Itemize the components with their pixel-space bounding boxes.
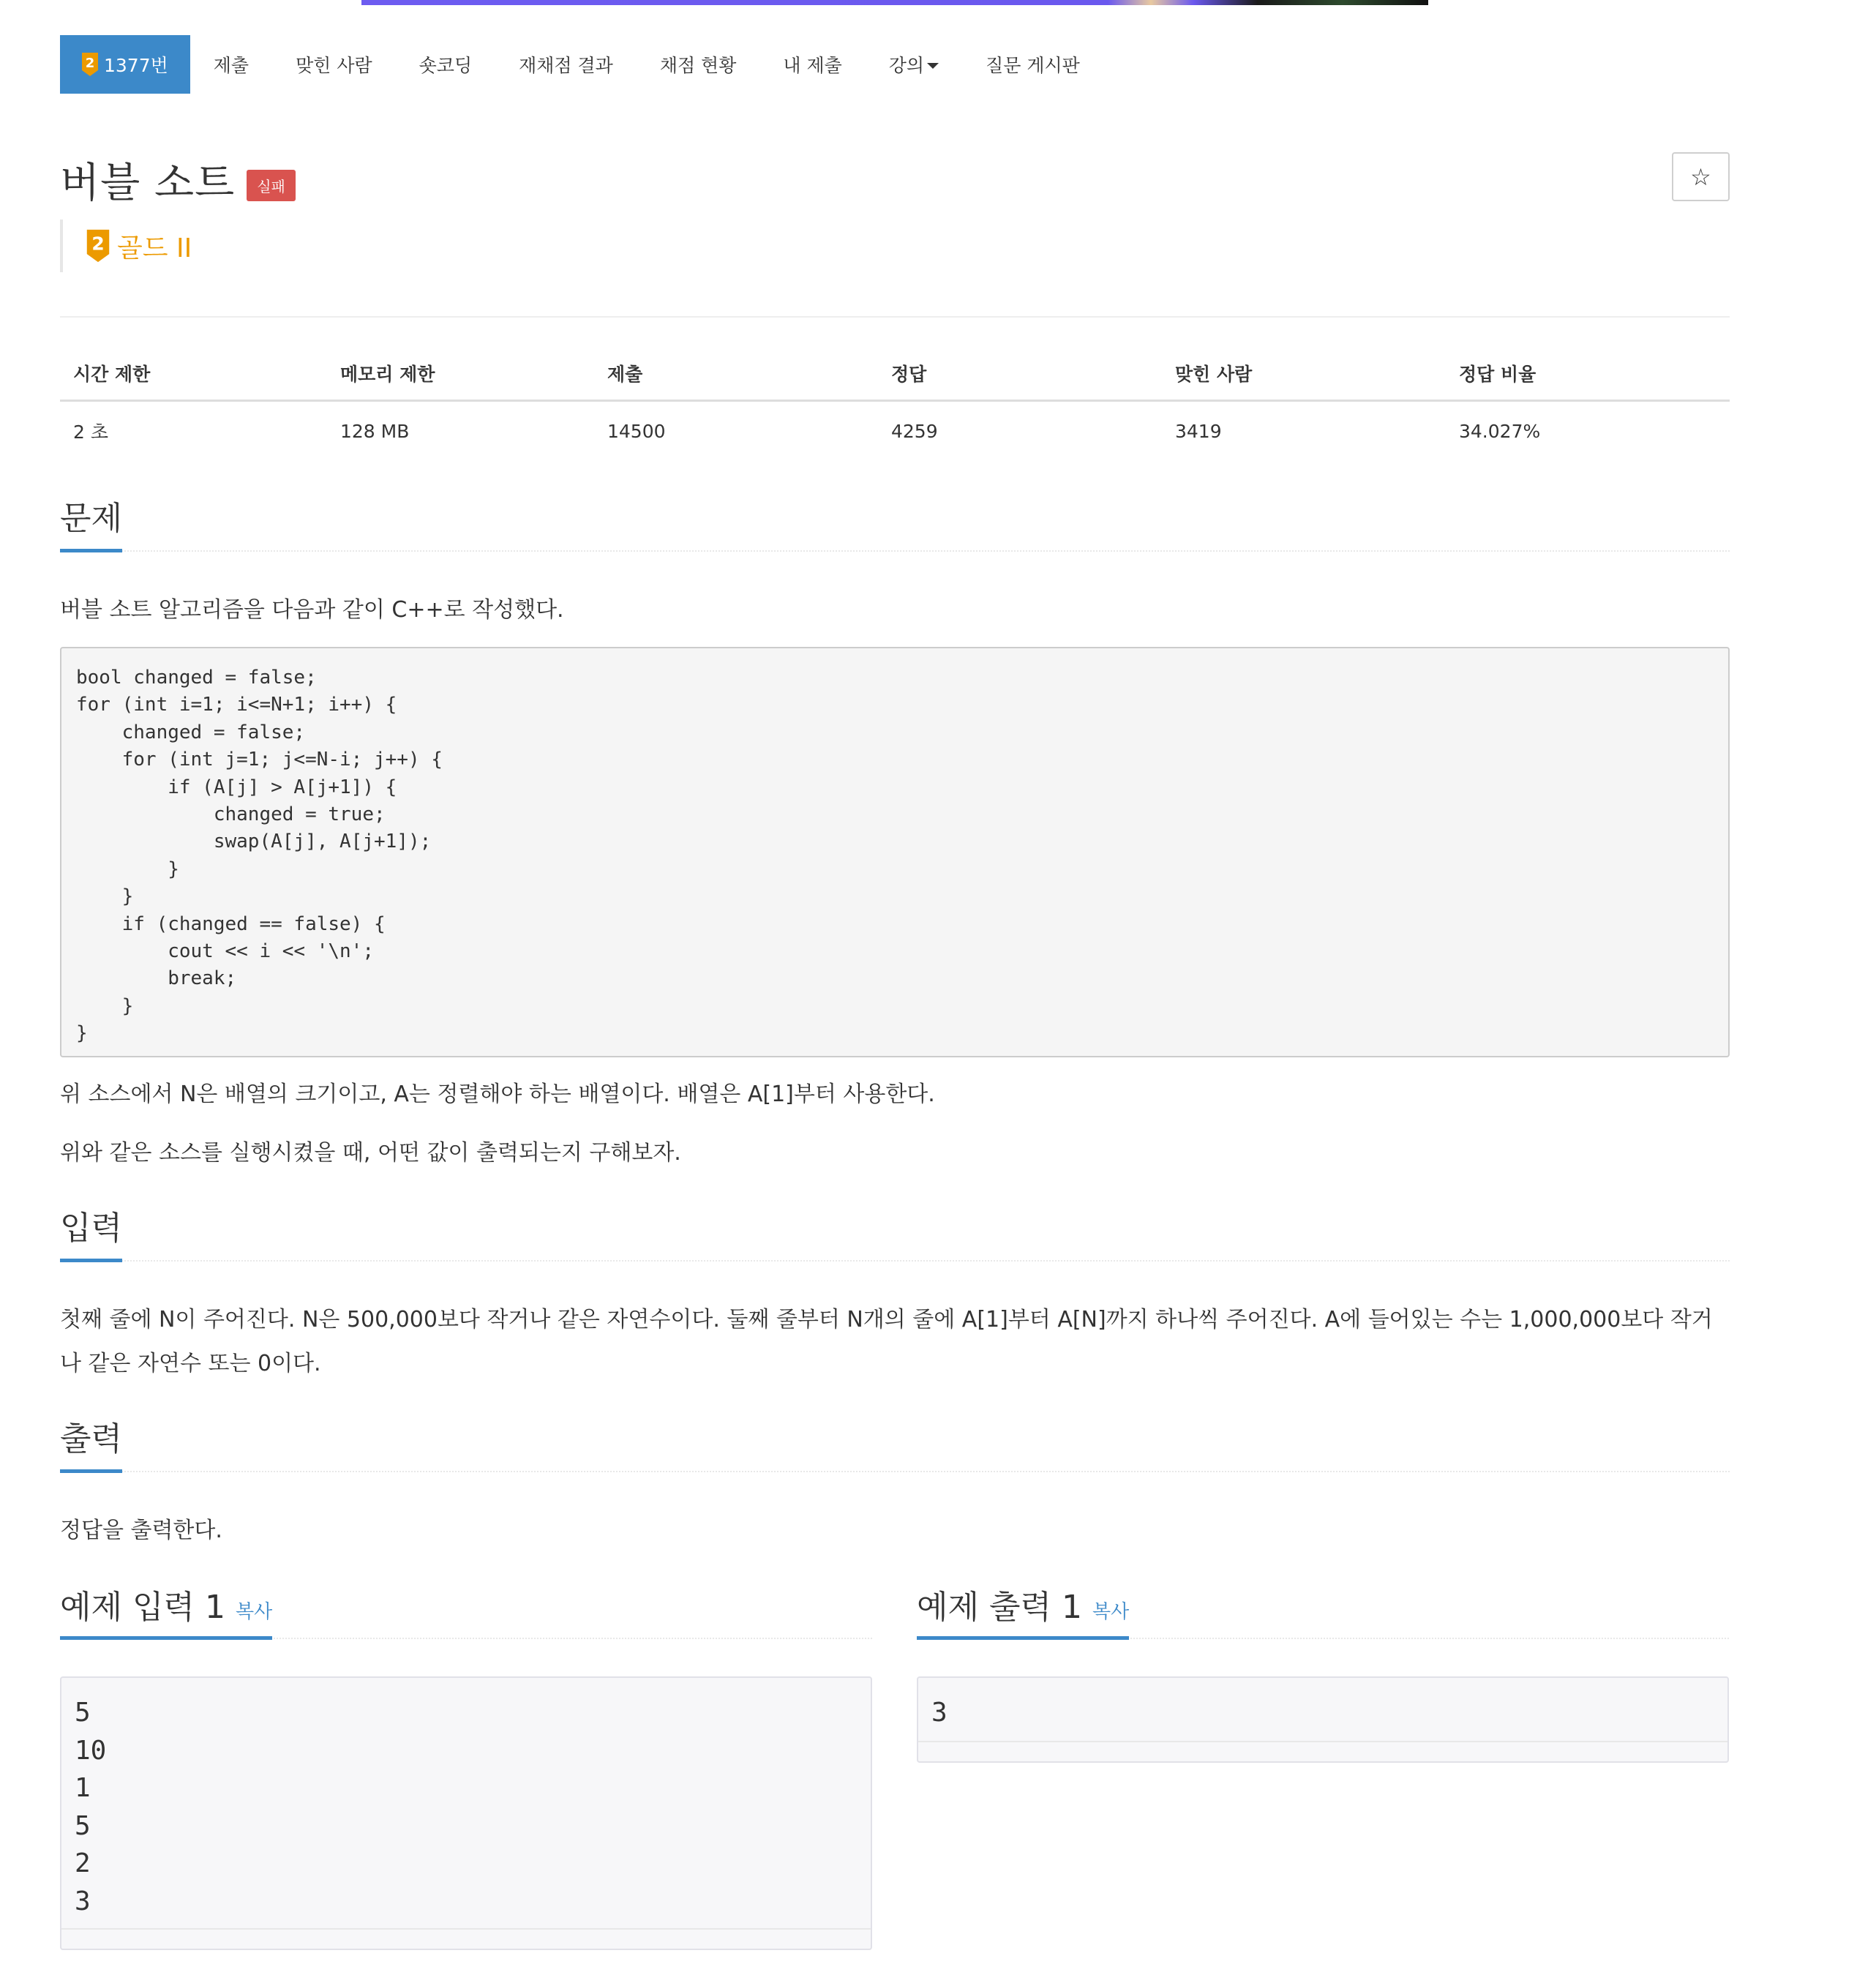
sample-output-box[interactable] (917, 1676, 1729, 1763)
top-banner[interactable] (361, 0, 1428, 5)
title-row (60, 151, 296, 209)
status-badge: 실패 (247, 170, 296, 201)
nav-item-label: 1377번 (104, 55, 168, 76)
problem-description: 위 소스에서 N은 배열의 크기이고, A는 정렬해야 하는 배열이다. 배열은 A[1]부터 사용한다. (60, 1082, 935, 1107)
copy-sample-input-link[interactable]: 복사 (235, 1601, 273, 1623)
problem-description: 위와 같은 소스를 실행시켰을 때, 어떤 값이 출력되는지 구해보자. (60, 1140, 681, 1166)
table-cell: 34.027% (1459, 420, 1541, 442)
section-title: 입력 (60, 1202, 122, 1262)
svg-text:2: 2 (91, 233, 105, 255)
caret-down-icon (927, 63, 939, 69)
divider (60, 316, 1730, 318)
nav-item-label: 강의 (888, 55, 925, 76)
tier-block (60, 220, 192, 272)
section-title: 문제 (60, 492, 122, 552)
nav-item-rejudge-results[interactable]: 재채점 결과 (519, 55, 613, 76)
page-title: 버블 소트 (60, 160, 236, 207)
table-header: 정답 비율 (1446, 350, 1730, 401)
table-cell: 3419 (1175, 420, 1222, 442)
box-footer (918, 1741, 1727, 1761)
code-block: bool changed = false; for (int i=1; i<=N+1; i++) { changed = false; for (int j=1; j<=N-i; j++) { if (A[j] > A[j+1]) { changed = true; swap(A[j], A[j+1]); } } if (changed == false) { cout << i << '\n'; break; } } (60, 647, 1730, 1057)
table-cell: 128 MB (340, 420, 410, 442)
section-title (60, 1581, 272, 1640)
problem-section-header (60, 492, 1730, 552)
favorite-button[interactable] (1672, 152, 1730, 201)
table-header: 정답 (878, 350, 1162, 401)
table-header: 맞힌 사람 (1162, 350, 1446, 401)
tier-label: 골드 II (117, 233, 192, 263)
table-header: 제출 (594, 350, 878, 401)
input-section-header (60, 1202, 1730, 1262)
problem-nav (60, 35, 1103, 94)
output-description: 정답을 출력한다. (60, 1518, 222, 1543)
table-header: 메모리 제한 (327, 350, 594, 401)
sample-input-data: 5 10 1 5 2 3 (75, 1698, 107, 1916)
nav-item-problem-number[interactable] (60, 35, 190, 94)
nav-item-short-coding[interactable]: 숏코딩 (419, 55, 473, 76)
output-section-header (60, 1412, 1730, 1472)
nav-item-solvers[interactable]: 맞힌 사람 (296, 55, 372, 76)
box-footer (61, 1928, 871, 1949)
svg-text:2: 2 (85, 56, 95, 71)
table-cell: 2 초 (73, 421, 109, 443)
sample-output-data: 3 (931, 1698, 948, 1728)
sample-output-header (917, 1581, 1729, 1639)
nav-item-my-submissions[interactable]: 내 제출 (783, 55, 842, 76)
table-header-row (60, 350, 1730, 401)
sample-input-title: 예제 입력 1 (60, 1589, 225, 1626)
problem-intro: 버블 소트 알고리즘을 다음과 같이 C++로 작성했다. (60, 597, 564, 623)
gold-tier-icon (80, 53, 100, 76)
nav-item-lectures[interactable] (866, 35, 962, 94)
star-icon: ☆ (1690, 162, 1711, 191)
nav-item-question-board[interactable]: 질문 게시판 (986, 55, 1080, 76)
copy-sample-output-link[interactable]: 복사 (1092, 1601, 1130, 1623)
section-title: 출력 (60, 1412, 122, 1473)
table-row (60, 401, 1730, 461)
section-title (917, 1581, 1129, 1640)
gold-tier-icon (85, 228, 111, 263)
sample-input-header (60, 1581, 872, 1639)
nav-item-submit[interactable]: 제출 (213, 55, 249, 76)
problem-info-table (60, 350, 1730, 460)
nav-item-judge-status[interactable]: 채점 현황 (659, 55, 737, 76)
sample-input-box[interactable] (60, 1676, 872, 1950)
table-header: 시간 제한 (60, 350, 327, 401)
sample-output-title: 예제 출력 1 (917, 1589, 1082, 1626)
table-cell: 14500 (607, 420, 666, 442)
input-description: 첫째 줄에 N이 주어진다. N은 500,000보다 작거나 같은 자연수이다. 둘째 줄부터 N개의 줄에 A[1]부터 A[N]까지 하나씩 주어진다. A에 들어있는 수는 1,000,000보다 작거나 같은 자연수 또는 0이다. (60, 1307, 1713, 1376)
table-cell: 4259 (891, 420, 938, 442)
